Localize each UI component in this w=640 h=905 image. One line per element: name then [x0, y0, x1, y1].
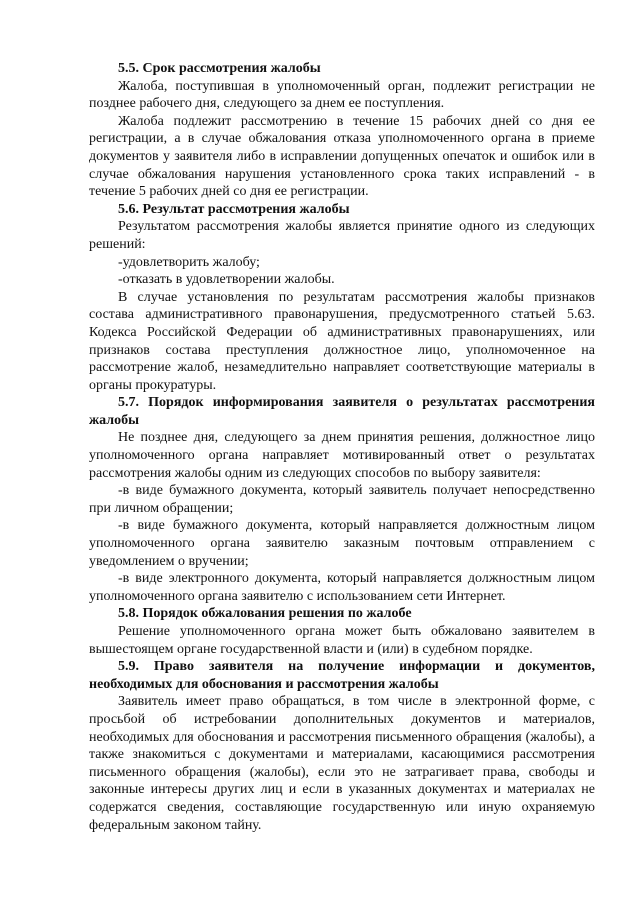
paragraph: Жалоба, поступившая в уполномоченный орган, подлежит регистрации не позднее рабочего дня, следующего за днем ее поступления. — [89, 78, 595, 112]
section-heading-5-8: 5.8. Порядок обжалования решения по жалобе — [118, 606, 412, 622]
list-item: -удовлетворить жалобу; — [118, 254, 260, 270]
paragraph: Заявитель имеет право обращаться, в том числе в электронной форме, с просьбой об истребовании дополнительных документов и материалов, необходимых для обоснования и рассмотрения письменного обращения (жалобы), а также знакомиться с документами и материалами, касающимися рассмотрения письменного обращения (жалобы), если это не затрагивает права, свободы и законные интересы других лиц и если в указанных документах и материалах не содержатся сведения, составляющие государственную или иную охраняемую федеральным законом тайну. — [89, 694, 595, 833]
paragraph: В случае установления по результатам рассмотрения жалобы признаков состава административного правонарушения, предусмотренного статьей 5.63. Кодекса Российской Федерации об административных правонарушениях, или признаков состава преступления должностное лицо, уполномоченное на рассмотрение жалоб, незамедлительно направляет соответствующие материалы в органы прокуратуры. — [89, 289, 595, 393]
list-item: -в виде бумажного документа, который заявитель получает непосредственно при личном обращении; — [89, 483, 595, 516]
list-item: -отказать в удовлетворении жалобы. — [118, 272, 335, 288]
section-heading-5-6: 5.6. Результат рассмотрения жалобы — [118, 201, 350, 217]
section-heading-5-7: 5.7. Порядок информирования заявителя о результатах рассмотрения жалобы — [89, 395, 595, 428]
paragraph: Результатом рассмотрения жалобы является принятие одного из следующих решений: — [89, 219, 595, 252]
paragraph: Жалоба подлежит рассмотрению в течение 15 рабочих дней со дня ее регистрации, а в случае обжалования отказа уполномоченного органа в приеме документов у заявителя либо в исправлении допущенных опечаток и ошибок или в случае обжалования нарушения установленного срока таких исправлений - в течение 5 рабочих дней со дня ее регистрации. — [89, 113, 595, 200]
list-item: -в виде электронного документа, который направляется должностным лицом уполномоченного органа заявителю с использованием сети Интернет. — [89, 571, 595, 604]
paragraph: Не позднее дня, следующего за днем принятия решения, должностное лицо уполномоченного органа направляет мотивированный ответ о результатах рассмотрения жалобы одним из следующих способов по выбору заявителя: — [89, 430, 595, 481]
section-heading-5-9: 5.9. Право заявителя на получение информации и документов, необходимых для обоснования и рассмотрения жалобы — [89, 659, 595, 692]
section-heading-5-5: 5.5. Срок рассмотрения жалобы — [118, 61, 321, 76]
list-item: -в виде бумажного документа, который направляется должностным лицом уполномоченного органа заявителю заказным почтовым отправлением с уведомлением о вручении; — [89, 518, 595, 569]
paragraph: Решение уполномоченного органа может быть обжаловано заявителем в вышестоящем органе государственной власти и (или) в судебном порядке. — [89, 624, 595, 657]
